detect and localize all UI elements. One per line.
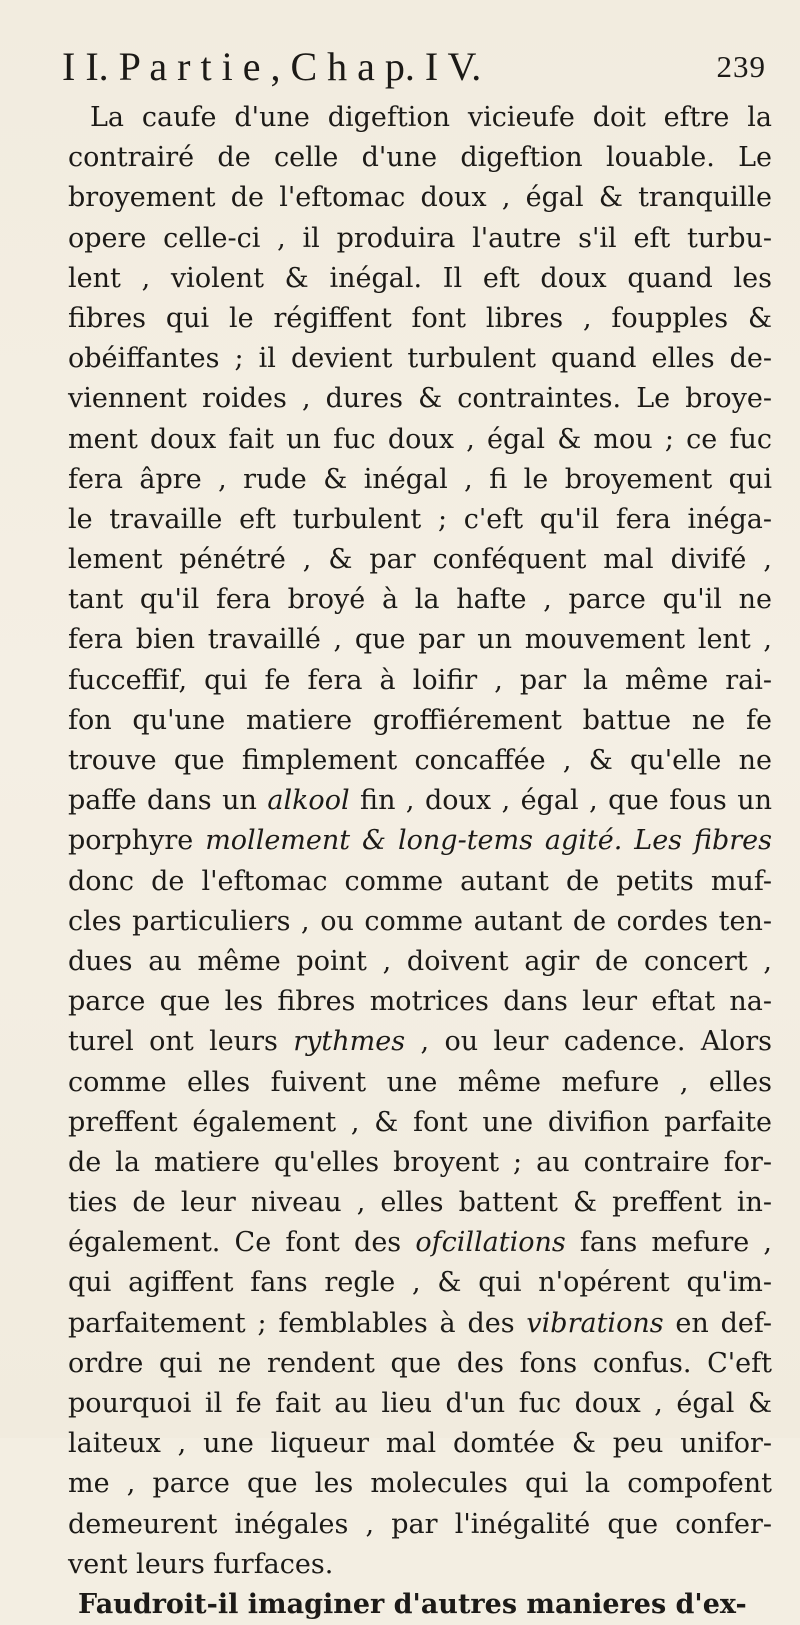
- text-line: [68, 1304, 772, 1344]
- text-line: [68, 1344, 772, 1384]
- text-segment: comme elles fuivent une même mefure , elles: [68, 1066, 772, 1098]
- text-segment: broyement de l'eftomac doux , égal & tranquille: [68, 182, 772, 214]
- text-segment: ment doux fait un fuc doux , égal & mou ; ce fuc: [68, 423, 772, 455]
- text-line: [68, 1384, 772, 1424]
- text-line: [68, 620, 772, 660]
- text-segment: fon qu'une matiere groffiérement battue ne fe: [68, 704, 772, 736]
- text-segment: fin , doux , égal , que fous un: [349, 785, 772, 817]
- text-segment: Faudroit-il imaginer d'autres manieres d'ex-: [78, 1588, 747, 1620]
- text-segment: lent , violent & inégal. Il eft doux quand les: [68, 262, 772, 294]
- text-segment: paffe dans un: [68, 785, 268, 817]
- text-segment: fans mefure ,: [565, 1227, 773, 1259]
- text-line: [68, 1022, 772, 1062]
- text-segment: de la matiere qu'elles broyent ; au contraire for-: [68, 1146, 772, 1178]
- text-segment: fera bien travaillé , que par un mouvement lent ,: [68, 624, 772, 656]
- text-segment: qui agiffent fans regle , & qui n'opérent qu'im-: [68, 1267, 772, 1299]
- text-line: [68, 1424, 772, 1464]
- text-segment: vent leurs furfaces.: [68, 1548, 334, 1580]
- text-line: [68, 781, 772, 821]
- text-line: [68, 1103, 772, 1143]
- text-line: [68, 420, 772, 460]
- text-line: [68, 580, 772, 620]
- text-line: [68, 219, 772, 259]
- text-line: [68, 138, 772, 178]
- text-line: [68, 661, 772, 701]
- text-line: [68, 902, 772, 942]
- text-line: [68, 1545, 772, 1585]
- text-line: [68, 982, 772, 1022]
- text-segment: opere celle-ci , il produira l'autre s'il eft turbu-: [68, 222, 772, 254]
- italic-term: ofcillations: [415, 1227, 566, 1259]
- text-line: [68, 259, 772, 299]
- text-segment: laiteux , une liqueur mal domtée & peu unifor-: [68, 1428, 772, 1460]
- text-line: [68, 98, 772, 138]
- text-segment: donc de l'eftomac comme autant de petits muf-: [68, 865, 772, 897]
- text-line: [68, 741, 772, 781]
- text-line: [68, 379, 772, 419]
- running-header: [62, 42, 766, 92]
- text-segment: cles particuliers , ou comme autant de cordes ten-: [68, 905, 772, 937]
- text-segment: fucceffif, qui fe fera à loifir , par la même rai-: [68, 664, 772, 696]
- text-segment: obéiffantes ; il devient turbulent quand elles de-: [68, 343, 772, 375]
- text-line: [68, 1143, 772, 1183]
- text-segment: dues au même point , doivent agir de concert ,: [68, 945, 772, 977]
- text-line: [68, 460, 772, 500]
- text-segment: preffent également , & font une divifion parfaite: [68, 1106, 772, 1138]
- text-segment: lement pénétré , & par conféquent mal divifé ,: [68, 544, 772, 576]
- running-title: I I. P a r t i e , C h a p. I V.: [62, 44, 482, 89]
- text-segment: La caufe d'une digeftion vicieufe doit eftre la: [90, 102, 772, 133]
- text-segment: demeurent inégales , par l'inégalité que confer-: [68, 1508, 772, 1540]
- text-line: [68, 1505, 772, 1545]
- text-line: [68, 821, 772, 861]
- text-line: [68, 1464, 772, 1504]
- text-segment: tant qu'il fera broyé à la hafte , parce qu'il ne: [68, 584, 772, 616]
- text-line: [68, 1223, 772, 1263]
- text-segment: contrairé de celle d'une digeftion louable. Le: [68, 142, 772, 174]
- page-number: 239: [716, 49, 766, 84]
- text-segment: porphyre: [68, 825, 194, 857]
- italic-term: vibrations: [526, 1307, 664, 1339]
- text-line: [68, 1263, 772, 1303]
- italic-term: alkool: [267, 785, 350, 817]
- catch-line: [68, 1585, 772, 1625]
- text-segment: le travaille eft turbulent ; c'eft qu'il fera inéga-: [68, 503, 772, 535]
- text-segment: parfaitement ; femblables à des: [68, 1307, 527, 1339]
- text-line: [68, 299, 772, 339]
- text-line: [68, 500, 772, 540]
- text-segment: ties de leur niveau , elles battent & preffent in-: [68, 1187, 772, 1219]
- text-line: [68, 942, 772, 982]
- text-segment: en def-: [663, 1307, 772, 1339]
- italic-term: rythmes: [293, 1026, 406, 1058]
- text-segment: turel ont leurs: [68, 1026, 294, 1058]
- text-line: [68, 1063, 772, 1103]
- text-segment: ordre qui ne rendent que des fons confus. C'eft: [68, 1347, 772, 1379]
- text-segment: parce que les fibres motrices dans leur eftat na-: [68, 986, 772, 1018]
- text-segment: fera âpre , rude & inégal , fi le broyement qui: [68, 463, 772, 495]
- text-segment: trouve que fimplement concaffée , & qu'elle ne: [68, 745, 772, 776]
- text-line: [68, 701, 772, 741]
- text-segment: pourquoi il fe fait au lieu d'un fuc doux , égal &: [68, 1388, 772, 1419]
- text-line: [68, 862, 772, 902]
- text-segment: me , parce que les molecules qui la compofent: [68, 1468, 772, 1500]
- body-text: [68, 98, 772, 1625]
- text-line: [68, 178, 772, 218]
- text-segment: , ou leur cadence. Alors: [405, 1026, 772, 1058]
- italic-term: mollement & long-tems agité. Les fibres: [193, 825, 772, 857]
- text-segment: également. Ce font des: [68, 1227, 416, 1259]
- text-line: [68, 540, 772, 580]
- text-line: [68, 1183, 772, 1223]
- text-segment: fibres qui le régiffent font libres , foupples &: [68, 302, 772, 334]
- text-segment: viennent roides , dures & contraintes. Le broye-: [68, 383, 772, 415]
- text-line: [68, 339, 772, 379]
